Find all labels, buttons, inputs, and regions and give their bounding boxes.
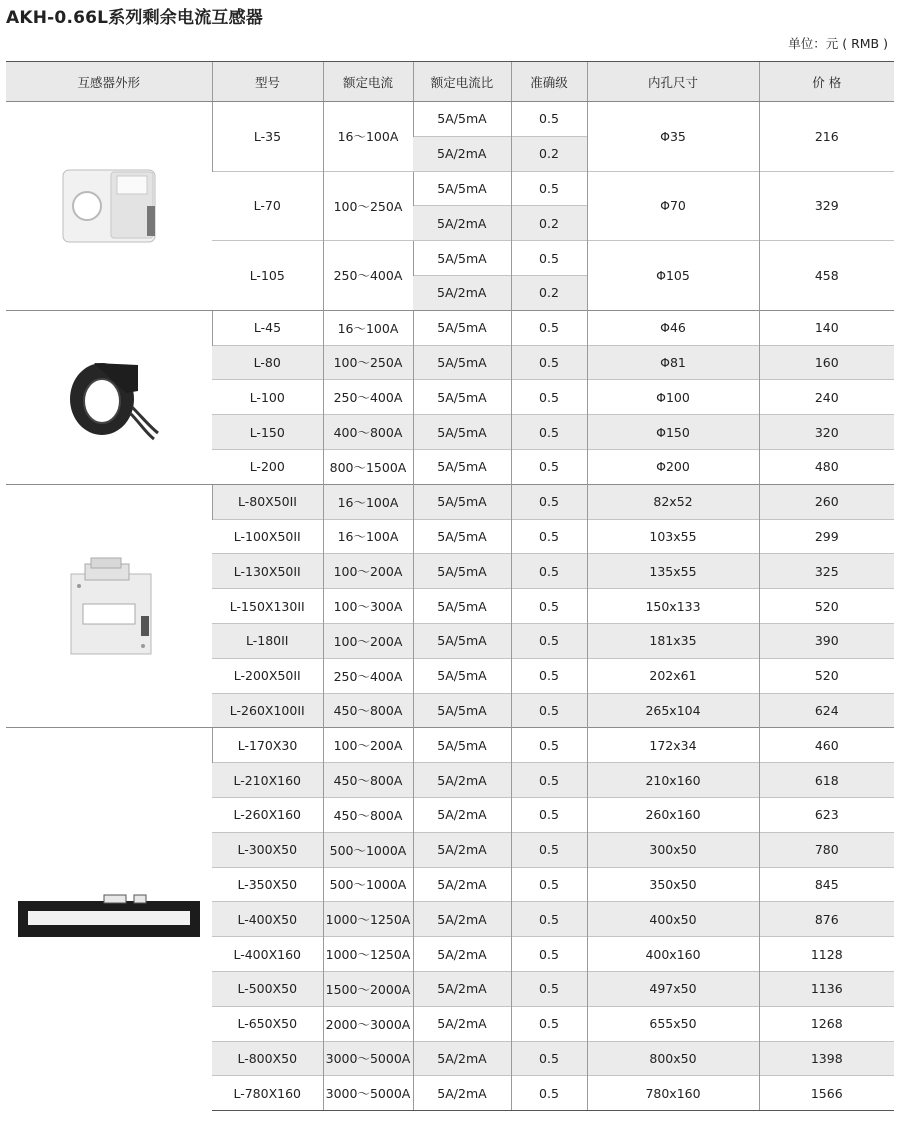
table-row bbox=[6, 310, 894, 345]
accuracy-cell: 0.5 bbox=[511, 658, 587, 693]
model-cell: L-260X100II bbox=[212, 693, 323, 728]
table-row bbox=[6, 728, 894, 763]
round-window-transformer-image bbox=[6, 102, 212, 311]
header-accuracy: 准确级 bbox=[511, 62, 587, 102]
price-cell: 299 bbox=[759, 519, 894, 554]
rated-current-cell: 800～1500A bbox=[323, 449, 413, 484]
current-ratio-cell: 5A/5mA bbox=[413, 484, 511, 519]
model-cell: L-400X160 bbox=[212, 937, 323, 972]
price-cell: 520 bbox=[759, 658, 894, 693]
accuracy-cell: 0.5 bbox=[511, 589, 587, 624]
header-rated-current: 额定电流 bbox=[323, 62, 413, 102]
hole-size-cell: 265x104 bbox=[587, 693, 759, 728]
model-cell: L-180II bbox=[212, 623, 323, 658]
hole-size-cell: Φ81 bbox=[587, 345, 759, 380]
hole-size-cell: 210x160 bbox=[587, 763, 759, 798]
current-ratio-cell: 5A/5mA bbox=[413, 345, 511, 380]
hole-size-cell: 82x52 bbox=[587, 484, 759, 519]
hole-size-cell: 260x160 bbox=[587, 797, 759, 832]
model-cell: L-130X50II bbox=[212, 554, 323, 589]
rated-current-cell: 500～1000A bbox=[323, 832, 413, 867]
hole-size-cell: Φ46 bbox=[587, 310, 759, 345]
current-ratio-cell: 5A/5mA bbox=[413, 623, 511, 658]
current-ratio-cell: 5A/5mA bbox=[413, 658, 511, 693]
accuracy-cell: 0.5 bbox=[511, 310, 587, 345]
accuracy-cell: 0.5 bbox=[511, 867, 587, 902]
rated-current-cell: 250～400A bbox=[323, 241, 413, 311]
hole-size-cell: Φ150 bbox=[587, 415, 759, 450]
price-cell: 624 bbox=[759, 693, 894, 728]
current-ratio-cell: 5A/5mA bbox=[413, 728, 511, 763]
table-row bbox=[6, 484, 894, 519]
model-cell: L-150X130II bbox=[212, 589, 323, 624]
accuracy-cell: 0.5 bbox=[511, 902, 587, 937]
table-header-row bbox=[6, 62, 894, 102]
price-cell: 876 bbox=[759, 902, 894, 937]
rated-current-cell: 16～100A bbox=[323, 102, 413, 172]
model-cell: L-150 bbox=[212, 415, 323, 450]
rated-current-cell: 1500～2000A bbox=[323, 971, 413, 1006]
rated-current-cell: 100～300A bbox=[323, 589, 413, 624]
model-cell: L-350X50 bbox=[212, 867, 323, 902]
accuracy-cell: 0.5 bbox=[511, 623, 587, 658]
model-cell: L-70 bbox=[212, 171, 323, 241]
price-cell: 216 bbox=[759, 102, 894, 172]
accuracy-cell: 0.5 bbox=[511, 763, 587, 798]
accuracy-cell: 0.5 bbox=[511, 102, 587, 137]
current-ratio-cell: 5A/2mA bbox=[413, 797, 511, 832]
price-cell: 325 bbox=[759, 554, 894, 589]
rated-current-cell: 1000～1250A bbox=[323, 902, 413, 937]
hole-size-cell: 300x50 bbox=[587, 832, 759, 867]
hole-size-cell: 400x50 bbox=[587, 902, 759, 937]
accuracy-cell: 0.5 bbox=[511, 415, 587, 450]
accuracy-cell: 0.5 bbox=[511, 171, 587, 206]
page-title: AKH-0.66L系列剩余电流互感器 bbox=[6, 8, 263, 28]
rated-current-cell: 450～800A bbox=[323, 797, 413, 832]
current-ratio-cell: 5A/2mA bbox=[413, 206, 511, 241]
model-cell: L-400X50 bbox=[212, 902, 323, 937]
price-cell: 320 bbox=[759, 415, 894, 450]
table-row bbox=[6, 102, 894, 137]
rated-current-cell: 16～100A bbox=[323, 484, 413, 519]
model-cell: L-260X160 bbox=[212, 797, 323, 832]
model-cell: L-200X50II bbox=[212, 658, 323, 693]
hole-size-cell: 497x50 bbox=[587, 971, 759, 1006]
current-ratio-cell: 5A/2mA bbox=[413, 763, 511, 798]
rated-current-cell: 250～400A bbox=[323, 658, 413, 693]
rated-current-cell: 2000～3000A bbox=[323, 1006, 413, 1041]
current-ratio-cell: 5A/5mA bbox=[413, 171, 511, 206]
rated-current-cell: 16～100A bbox=[323, 519, 413, 554]
hole-size-cell: 202x61 bbox=[587, 658, 759, 693]
black-ring-transformer-image bbox=[6, 310, 212, 484]
hole-size-cell: 103x55 bbox=[587, 519, 759, 554]
accuracy-cell: 0.2 bbox=[511, 206, 587, 241]
current-ratio-cell: 5A/2mA bbox=[413, 1006, 511, 1041]
accuracy-cell: 0.2 bbox=[511, 136, 587, 171]
current-ratio-cell: 5A/2mA bbox=[413, 937, 511, 972]
accuracy-cell: 0.2 bbox=[511, 275, 587, 310]
current-ratio-cell: 5A/2mA bbox=[413, 1076, 511, 1111]
accuracy-cell: 0.5 bbox=[511, 797, 587, 832]
model-cell: L-210X160 bbox=[212, 763, 323, 798]
hole-size-cell: 150x133 bbox=[587, 589, 759, 624]
rated-current-cell: 250～400A bbox=[323, 380, 413, 415]
hole-size-cell: Φ105 bbox=[587, 241, 759, 311]
model-cell: L-800X50 bbox=[212, 1041, 323, 1076]
model-cell: L-170X30 bbox=[212, 728, 323, 763]
price-cell: 460 bbox=[759, 728, 894, 763]
accuracy-cell: 0.5 bbox=[511, 1041, 587, 1076]
model-cell: L-35 bbox=[212, 102, 323, 172]
header-shape: 互感器外形 bbox=[6, 62, 212, 102]
current-ratio-cell: 5A/5mA bbox=[413, 415, 511, 450]
accuracy-cell: 0.5 bbox=[511, 728, 587, 763]
accuracy-cell: 0.5 bbox=[511, 937, 587, 972]
price-cell: 1268 bbox=[759, 1006, 894, 1041]
accuracy-cell: 0.5 bbox=[511, 345, 587, 380]
hole-size-cell: 400x160 bbox=[587, 937, 759, 972]
accuracy-cell: 0.5 bbox=[511, 380, 587, 415]
hole-size-cell: Φ35 bbox=[587, 102, 759, 172]
model-cell: L-300X50 bbox=[212, 832, 323, 867]
header-price: 价 格 bbox=[759, 62, 894, 102]
rated-current-cell: 3000～5000A bbox=[323, 1076, 413, 1111]
rated-current-cell: 100～200A bbox=[323, 728, 413, 763]
price-cell: 260 bbox=[759, 484, 894, 519]
price-cell: 240 bbox=[759, 380, 894, 415]
current-ratio-cell: 5A/2mA bbox=[413, 832, 511, 867]
hole-size-cell: 350x50 bbox=[587, 867, 759, 902]
hole-size-cell: Φ100 bbox=[587, 380, 759, 415]
current-ratio-cell: 5A/5mA bbox=[413, 310, 511, 345]
price-cell: 1136 bbox=[759, 971, 894, 1006]
model-cell: L-200 bbox=[212, 449, 323, 484]
long-bar-transformer-image bbox=[6, 728, 212, 1111]
price-cell: 623 bbox=[759, 797, 894, 832]
current-ratio-cell: 5A/5mA bbox=[413, 102, 511, 137]
price-cell: 329 bbox=[759, 171, 894, 241]
current-ratio-cell: 5A/2mA bbox=[413, 867, 511, 902]
hole-size-cell: 181x35 bbox=[587, 623, 759, 658]
currency-unit-label: 单位：元 ( RMB ) bbox=[788, 36, 888, 51]
current-ratio-cell: 5A/5mA bbox=[413, 589, 511, 624]
price-cell: 160 bbox=[759, 345, 894, 380]
rectangular-window-transformer-image bbox=[6, 484, 212, 728]
rated-current-cell: 100～250A bbox=[323, 345, 413, 380]
price-cell: 458 bbox=[759, 241, 894, 311]
current-ratio-cell: 5A/5mA bbox=[413, 554, 511, 589]
rated-current-cell: 450～800A bbox=[323, 693, 413, 728]
accuracy-cell: 0.5 bbox=[511, 241, 587, 276]
current-ratio-cell: 5A/2mA bbox=[413, 971, 511, 1006]
current-ratio-cell: 5A/5mA bbox=[413, 380, 511, 415]
accuracy-cell: 0.5 bbox=[511, 1076, 587, 1111]
hole-size-cell: 655x50 bbox=[587, 1006, 759, 1041]
accuracy-cell: 0.5 bbox=[511, 519, 587, 554]
model-cell: L-500X50 bbox=[212, 971, 323, 1006]
model-cell: L-100X50II bbox=[212, 519, 323, 554]
rated-current-cell: 400～800A bbox=[323, 415, 413, 450]
model-cell: L-45 bbox=[212, 310, 323, 345]
price-cell: 140 bbox=[759, 310, 894, 345]
rated-current-cell: 16～100A bbox=[323, 310, 413, 345]
accuracy-cell: 0.5 bbox=[511, 484, 587, 519]
model-cell: L-80 bbox=[212, 345, 323, 380]
rated-current-cell: 500～1000A bbox=[323, 867, 413, 902]
price-cell: 520 bbox=[759, 589, 894, 624]
model-cell: L-780X160 bbox=[212, 1076, 323, 1111]
hole-size-cell: 800x50 bbox=[587, 1041, 759, 1076]
price-cell: 390 bbox=[759, 623, 894, 658]
model-cell: L-105 bbox=[212, 241, 323, 311]
price-cell: 1566 bbox=[759, 1076, 894, 1111]
current-ratio-cell: 5A/5mA bbox=[413, 693, 511, 728]
price-cell: 845 bbox=[759, 867, 894, 902]
price-cell: 780 bbox=[759, 832, 894, 867]
accuracy-cell: 0.5 bbox=[511, 1006, 587, 1041]
table-body bbox=[6, 102, 894, 1111]
model-cell: L-80X50II bbox=[212, 484, 323, 519]
hole-size-cell: 172x34 bbox=[587, 728, 759, 763]
model-cell: L-100 bbox=[212, 380, 323, 415]
hole-size-cell: 135x55 bbox=[587, 554, 759, 589]
price-cell: 618 bbox=[759, 763, 894, 798]
price-cell: 480 bbox=[759, 449, 894, 484]
accuracy-cell: 0.5 bbox=[511, 449, 587, 484]
price-cell: 1128 bbox=[759, 937, 894, 972]
current-ratio-cell: 5A/2mA bbox=[413, 275, 511, 310]
rated-current-cell: 1000～1250A bbox=[323, 937, 413, 972]
model-cell: L-650X50 bbox=[212, 1006, 323, 1041]
current-ratio-cell: 5A/5mA bbox=[413, 241, 511, 276]
current-ratio-cell: 5A/5mA bbox=[413, 449, 511, 484]
accuracy-cell: 0.5 bbox=[511, 693, 587, 728]
rated-current-cell: 100～200A bbox=[323, 623, 413, 658]
price-cell: 1398 bbox=[759, 1041, 894, 1076]
accuracy-cell: 0.5 bbox=[511, 971, 587, 1006]
current-ratio-cell: 5A/2mA bbox=[413, 136, 511, 171]
current-ratio-cell: 5A/2mA bbox=[413, 1041, 511, 1076]
rated-current-cell: 450～800A bbox=[323, 763, 413, 798]
price-table bbox=[6, 61, 894, 1111]
hole-size-cell: Φ200 bbox=[587, 449, 759, 484]
hole-size-cell: Φ70 bbox=[587, 171, 759, 241]
rated-current-cell: 100～200A bbox=[323, 554, 413, 589]
rated-current-cell: 100～250A bbox=[323, 171, 413, 241]
header-current-ratio: 额定电流比 bbox=[413, 62, 511, 102]
accuracy-cell: 0.5 bbox=[511, 832, 587, 867]
current-ratio-cell: 5A/5mA bbox=[413, 519, 511, 554]
rated-current-cell: 3000～5000A bbox=[323, 1041, 413, 1076]
header-model: 型号 bbox=[212, 62, 323, 102]
header-hole-size: 内孔尺寸 bbox=[587, 62, 759, 102]
current-ratio-cell: 5A/2mA bbox=[413, 902, 511, 937]
accuracy-cell: 0.5 bbox=[511, 554, 587, 589]
hole-size-cell: 780x160 bbox=[587, 1076, 759, 1111]
